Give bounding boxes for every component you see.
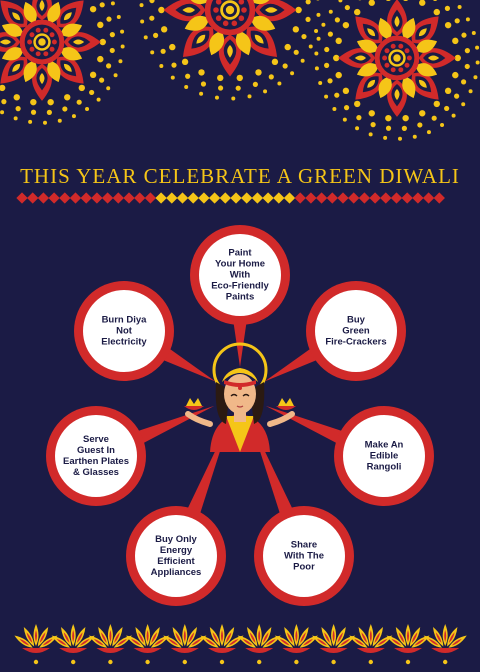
tip-text: Serve Guest In Earthen Plates & Glasses	[63, 434, 129, 478]
page-title: THIS YEAR CELEBRATE A GREEN DIWALI	[20, 164, 460, 188]
tip-text: Make An Edible Rangoli	[364, 439, 404, 473]
tip-text: Buy Green Fire-Crackers	[325, 314, 387, 348]
tip-text: Buy Only Energy Efficient Appliances	[150, 534, 202, 578]
mandala-icon	[140, 0, 321, 101]
tip-text: Paint Your Home With Eco-Friendly Paints	[211, 247, 269, 303]
diya-lamp-icon	[184, 398, 204, 410]
diya-lamp-icon	[276, 398, 296, 410]
mandala-icon	[0, 0, 125, 125]
diya-lamp-icon	[13, 624, 468, 664]
diamond-divider-icon	[16, 192, 445, 203]
mandala-icon	[314, 0, 479, 141]
tip-text: Share With The Poor	[283, 539, 325, 573]
tip-text: Burn Diya Not Electricity	[101, 314, 147, 348]
